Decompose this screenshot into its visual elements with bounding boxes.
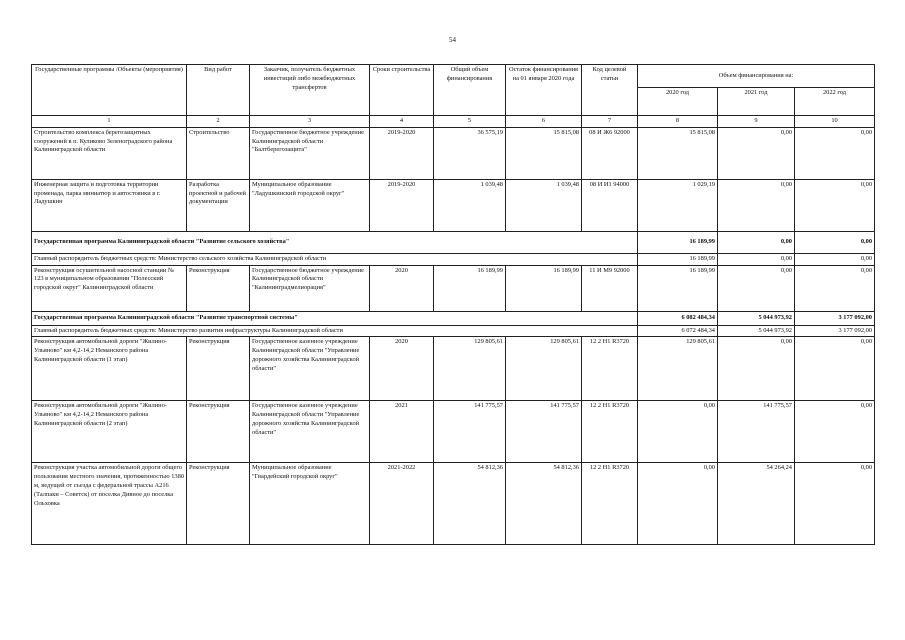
total: 129 805,61 [434, 337, 506, 401]
column-numbers-row [32, 116, 875, 128]
terms: 2021-2022 [370, 463, 434, 545]
customer: Государственное казенное учреждение Калининградской области "Управление дорожного хозяйства Калининградской области" [250, 401, 370, 463]
work-type: Разработка проектной и рабочей документации [187, 179, 250, 231]
object-name: Реконструкция участка автомобильной дороги общего пользования местного значения, протяженностью 1380 м, ведущей от съезда с федеральной трассы А216 (Талпаки – Советск) от поселка Дивное до поселка Ольховка [32, 463, 187, 545]
terms: 2021 [370, 401, 434, 463]
ministry-title: Главный распорядитель бюджетных средств: Министерство сельского хозяйства Калининградской области [32, 253, 638, 265]
value-2020: 129 805,61 [638, 337, 718, 401]
customer: Государственное казенное учреждение Калининградской области "Управление дорожного хозяйства Калининградской области" [250, 337, 370, 401]
table-row [32, 401, 875, 463]
object-name: Реконструкция осушительной насосной станции № 123 в муниципальном образовании "Полесский городской округ" Калининградской области [32, 265, 187, 311]
value-2020: 0,00 [638, 463, 718, 545]
col-num: 1 [32, 116, 187, 128]
remainder: 129 805,61 [506, 337, 582, 401]
object-name: Реконструкция автомобильной дороги "Жилино-Ульяново" км 4,2-14,2 Неманского района Калининградской области (1 этап) [32, 337, 187, 401]
header-2020: 2020 год [638, 88, 718, 116]
terms: 2020 [370, 265, 434, 311]
code: 12 2 Н1 R3720 [582, 337, 638, 401]
remainder: 1 039,48 [506, 179, 582, 231]
col-num: 6 [506, 116, 582, 128]
value-2022: 3 177 092,00 [795, 311, 875, 325]
customer: Государственное бюджетное учреждение Калининградской области "Балтберегозащита" [250, 127, 370, 179]
investment-table [31, 64, 875, 545]
terms: 2020 [370, 337, 434, 401]
col-num: 2 [187, 116, 250, 128]
header-total: Общий объем финансирования [434, 65, 506, 116]
value-2022: 0,00 [795, 463, 875, 545]
value-2021: 5 044 973,92 [718, 311, 795, 325]
table-row [32, 463, 875, 545]
customer: Муниципальное образование "Гвардейский городской округ" [250, 463, 370, 545]
value-2021: 5 044 973,92 [718, 325, 795, 337]
value-2022: 0,00 [795, 253, 875, 265]
remainder: 141 775,57 [506, 401, 582, 463]
col-num: 4 [370, 116, 434, 128]
value-2020: 16 189,99 [638, 253, 718, 265]
value-2020: 6 082 484,34 [638, 311, 718, 325]
value-2020: 6 072 484,34 [638, 325, 718, 337]
value-2020: 16 189,99 [638, 231, 718, 253]
code: 11 И М9 92000 [582, 265, 638, 311]
work-type: Реконструкция [187, 401, 250, 463]
header-terms: Сроки строительства [370, 65, 434, 116]
header-remainder: Остаток финансирования на 01 января 2020 года [506, 65, 582, 116]
ministry-title: Главный распорядитель бюджетных средств: Министерство развития инфраструктуры Калининградской области [32, 325, 638, 337]
ministry-row [32, 253, 875, 265]
program-title: Государственная программа Калининградской области "Развитие транспортной системы" [32, 311, 638, 325]
terms: 2019-2020 [370, 179, 434, 231]
table-row [32, 179, 875, 231]
work-type: Реконструкция [187, 337, 250, 401]
value-2020: 16 189,99 [638, 265, 718, 311]
table-row [32, 337, 875, 401]
value-2022: 0,00 [795, 231, 875, 253]
value-2020: 15 815,08 [638, 127, 718, 179]
code: 08 И И1 94000 [582, 179, 638, 231]
value-2022: 0,00 [795, 127, 875, 179]
value-2021: 54 264,24 [718, 463, 795, 545]
value-2021: 141 775,57 [718, 401, 795, 463]
remainder: 16 189,99 [506, 265, 582, 311]
header-2021: 2021 год [718, 88, 795, 116]
work-type: Реконструкция [187, 463, 250, 545]
total: 54 812,36 [434, 463, 506, 545]
value-2021: 0,00 [718, 337, 795, 401]
value-2022: 3 177 092,00 [795, 325, 875, 337]
code: 12 2 Н1 R3720 [582, 463, 638, 545]
program-row [32, 231, 875, 253]
value-2022: 0,00 [795, 179, 875, 231]
ministry-row [32, 325, 875, 337]
value-2021: 0,00 [718, 179, 795, 231]
value-2020: 0,00 [638, 401, 718, 463]
terms: 2019-2020 [370, 127, 434, 179]
col-num: 3 [250, 116, 370, 128]
page-number: 54 [449, 36, 456, 44]
total: 1 039,48 [434, 179, 506, 231]
col-num: 9 [718, 116, 795, 128]
customer: Муниципальное образование "Ладушкинский городской округ" [250, 179, 370, 231]
code: 08 И Ж6 92000 [582, 127, 638, 179]
value-2021: 0,00 [718, 127, 795, 179]
value-2022: 0,00 [795, 401, 875, 463]
col-num: 7 [582, 116, 638, 128]
total: 16 189,99 [434, 265, 506, 311]
value-2020: 1 029,19 [638, 179, 718, 231]
work-type: Реконструкция [187, 265, 250, 311]
value-2021: 0,00 [718, 253, 795, 265]
col-num: 5 [434, 116, 506, 128]
total: 141 775,57 [434, 401, 506, 463]
header-volume: Объем финансирования на: [638, 65, 875, 88]
remainder: 54 812,36 [506, 463, 582, 545]
object-name: Строительство комплекса берегозащитных сооружений в п. Куликово Зеленоградского района Калининградской области [32, 127, 187, 179]
header-2022: 2022 год [795, 88, 875, 116]
object-name: Реконструкция автомобильной дороги "Жилино-Ульяново" км 4,2-14,2 Неманского района Калининградской области (2 этап) [32, 401, 187, 463]
total: 36 575,19 [434, 127, 506, 179]
program-row [32, 311, 875, 325]
value-2022: 0,00 [795, 265, 875, 311]
value-2021: 0,00 [718, 265, 795, 311]
customer: Государственное бюджетное учреждение Калининградской области "Калининградмелиорация" [250, 265, 370, 311]
header-code: Код целевой статьи [582, 65, 638, 116]
col-num: 8 [638, 116, 718, 128]
value-2021: 0,00 [718, 231, 795, 253]
header-row [32, 65, 875, 88]
object-name: Инженерная защита и подготовка территории променада, парка миниатюр и автостоянки в г. Ладушкин [32, 179, 187, 231]
table-row [32, 127, 875, 179]
header-customer: Заказчик, получатель бюджетных инвестиций либо межбюджетных трансфертов [250, 65, 370, 116]
code: 12 2 Н1 R3720 [582, 401, 638, 463]
work-type: Строительство [187, 127, 250, 179]
col-num: 10 [795, 116, 875, 128]
remainder: 15 815,08 [506, 127, 582, 179]
program-title: Государственная программа Калининградской области "Развитие сельского хозяйства" [32, 231, 638, 253]
value-2022: 0,00 [795, 337, 875, 401]
header-work-type: Вид работ [187, 65, 250, 116]
table-row [32, 265, 875, 311]
header-program: Государственные программы /Объекты (мероприятия) [32, 65, 187, 116]
